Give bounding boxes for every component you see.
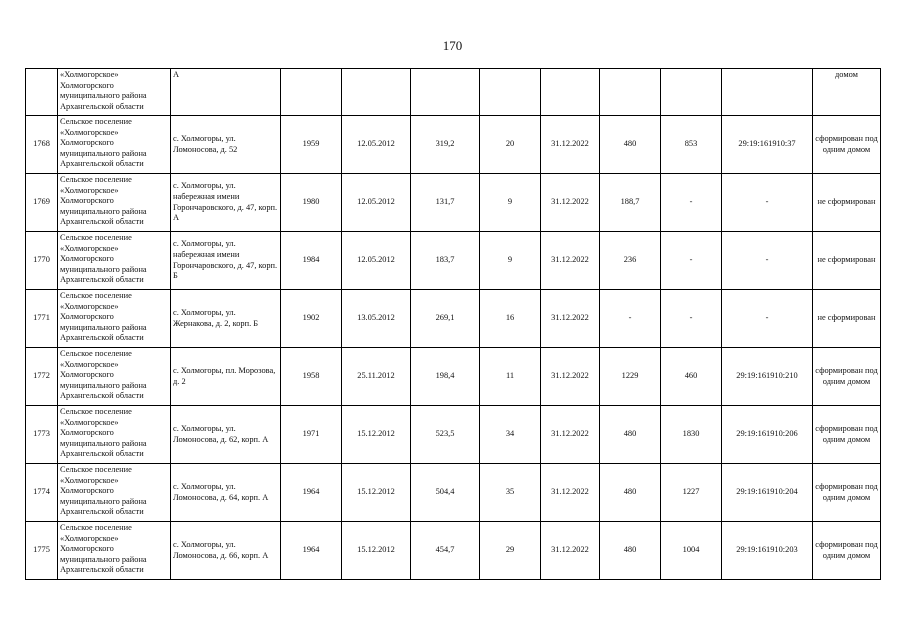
address-cell: с. Холмогоры, ул. Ломоносова, д. 66, корп. А — [171, 522, 281, 580]
count-cell: 9 — [480, 174, 541, 232]
date-cell: 25.11.2012 — [342, 348, 411, 406]
table-row — [26, 522, 881, 580]
value2-cell: - — [661, 290, 722, 348]
value2-cell: 1004 — [661, 522, 722, 580]
cadastral-cell: - — [722, 290, 813, 348]
status-cell: не сформирован — [813, 290, 881, 348]
due-date-cell: 31.12.2022 — [541, 232, 600, 290]
area-cell: 454,7 — [411, 522, 480, 580]
owner-cell: Сельское поселение «Холмогорское» Холмогорского муниципального района Архангельской области — [58, 348, 171, 406]
area-cell — [411, 69, 480, 116]
address-cell: А — [171, 69, 281, 116]
value1-cell: 188,7 — [600, 174, 661, 232]
cadastral-cell — [722, 69, 813, 116]
table-row — [26, 464, 881, 522]
year-cell: 1971 — [281, 406, 342, 464]
value2-cell — [661, 69, 722, 116]
table-row — [26, 174, 881, 232]
address-cell: с. Холмогоры, пл. Морозова, д. 2 — [171, 348, 281, 406]
area-cell: 523,5 — [411, 406, 480, 464]
row-number: 1769 — [26, 174, 58, 232]
area-cell: 131,7 — [411, 174, 480, 232]
status-cell: сформирован под одним домом — [813, 464, 881, 522]
year-cell: 1964 — [281, 464, 342, 522]
address-cell: с. Холмогоры, ул. Жернакова, д. 2, корп. Б — [171, 290, 281, 348]
owner-cell: Сельское поселение «Холмогорское» Холмогорского муниципального района Архангельской области — [58, 406, 171, 464]
date-cell: 15.12.2012 — [342, 406, 411, 464]
row-number: 1774 — [26, 464, 58, 522]
count-cell: 20 — [480, 116, 541, 174]
cadastral-cell: 29:19:161910:204 — [722, 464, 813, 522]
row-number: 1771 — [26, 290, 58, 348]
due-date-cell — [541, 69, 600, 116]
owner-cell: «Холмогорское» Холмогорского муниципального района Архангельской области — [58, 69, 171, 116]
year-cell: 1958 — [281, 348, 342, 406]
date-cell: 15.12.2012 — [342, 522, 411, 580]
row-number: 1775 — [26, 522, 58, 580]
value1-cell: 480 — [600, 406, 661, 464]
status-cell: сформирован под одним домом — [813, 406, 881, 464]
owner-cell: Сельское поселение «Холмогорское» Холмогорского муниципального района Архангельской области — [58, 116, 171, 174]
table-row — [26, 348, 881, 406]
count-cell: 29 — [480, 522, 541, 580]
due-date-cell: 31.12.2022 — [541, 174, 600, 232]
value2-cell: - — [661, 232, 722, 290]
year-cell — [281, 69, 342, 116]
owner-cell: Сельское поселение «Холмогорское» Холмогорского муниципального района Архангельской области — [58, 464, 171, 522]
value1-cell: 480 — [600, 522, 661, 580]
table-row — [26, 406, 881, 464]
value1-cell — [600, 69, 661, 116]
status-cell: сформирован под одним домом — [813, 348, 881, 406]
table-row — [26, 116, 881, 174]
address-cell: с. Холмогоры, ул. Ломоносова, д. 64, корп. А — [171, 464, 281, 522]
value2-cell: 1227 — [661, 464, 722, 522]
value1-cell: 1229 — [600, 348, 661, 406]
owner-cell: Сельское поселение «Холмогорское» Холмогорского муниципального района Архангельской области — [58, 522, 171, 580]
status-cell: не сформирован — [813, 174, 881, 232]
row-number: 1773 — [26, 406, 58, 464]
address-cell: с. Холмогоры, ул. набережная имени Горончаровского, д. 47, корп. Б — [171, 232, 281, 290]
count-cell: 16 — [480, 290, 541, 348]
count-cell — [480, 69, 541, 116]
row-number: 1768 — [26, 116, 58, 174]
cadastral-cell: 29:19:161910:37 — [722, 116, 813, 174]
status-cell: домом — [813, 69, 881, 116]
due-date-cell: 31.12.2022 — [541, 522, 600, 580]
value2-cell: 853 — [661, 116, 722, 174]
value1-cell: - — [600, 290, 661, 348]
page-number: 170 — [442, 38, 463, 53]
cadastral-cell: - — [722, 232, 813, 290]
year-cell: 1980 — [281, 174, 342, 232]
value2-cell: 1830 — [661, 406, 722, 464]
date-cell — [342, 69, 411, 116]
year-cell: 1959 — [281, 116, 342, 174]
date-cell: 15.12.2012 — [342, 464, 411, 522]
value2-cell: 460 — [661, 348, 722, 406]
year-cell: 1964 — [281, 522, 342, 580]
cadastral-cell: 29:19:161910:206 — [722, 406, 813, 464]
address-cell: с. Холмогоры, ул. Ломоносова, д. 52 — [171, 116, 281, 174]
housing-registry-table — [25, 68, 881, 580]
date-cell: 12.05.2012 — [342, 116, 411, 174]
count-cell: 34 — [480, 406, 541, 464]
date-cell: 13.05.2012 — [342, 290, 411, 348]
due-date-cell: 31.12.2022 — [541, 464, 600, 522]
cadastral-cell: 29:19:161910:203 — [722, 522, 813, 580]
value1-cell: 236 — [600, 232, 661, 290]
count-cell: 9 — [480, 232, 541, 290]
address-cell: с. Холмогоры, ул. набережная имени Горончаровского, д. 47, корп. А — [171, 174, 281, 232]
owner-cell: Сельское поселение «Холмогорское» Холмогорского муниципального района Архангельской области — [58, 174, 171, 232]
row-number — [26, 69, 58, 116]
year-cell: 1984 — [281, 232, 342, 290]
table-row — [26, 290, 881, 348]
count-cell: 11 — [480, 348, 541, 406]
date-cell: 12.05.2012 — [342, 232, 411, 290]
due-date-cell: 31.12.2022 — [541, 290, 600, 348]
area-cell: 269,1 — [411, 290, 480, 348]
value2-cell: - — [661, 174, 722, 232]
count-cell: 35 — [480, 464, 541, 522]
area-cell: 183,7 — [411, 232, 480, 290]
area-cell: 198,4 — [411, 348, 480, 406]
row-number: 1772 — [26, 348, 58, 406]
address-cell: с. Холмогоры, ул. Ломоносова, д. 62, корп. А — [171, 406, 281, 464]
area-cell: 319,2 — [411, 116, 480, 174]
owner-cell: Сельское поселение «Холмогорское» Холмогорского муниципального района Архангельской области — [58, 232, 171, 290]
year-cell: 1902 — [281, 290, 342, 348]
value1-cell: 480 — [600, 464, 661, 522]
due-date-cell: 31.12.2022 — [541, 348, 600, 406]
table-row — [26, 232, 881, 290]
status-cell: сформирован под одним домом — [813, 116, 881, 174]
due-date-cell: 31.12.2022 — [541, 116, 600, 174]
value1-cell: 480 — [600, 116, 661, 174]
table-row — [26, 69, 881, 116]
date-cell: 12.05.2012 — [342, 174, 411, 232]
status-cell: сформирован под одним домом — [813, 522, 881, 580]
status-cell: не сформирован — [813, 232, 881, 290]
row-number: 1770 — [26, 232, 58, 290]
area-cell: 504,4 — [411, 464, 480, 522]
cadastral-cell: - — [722, 174, 813, 232]
cadastral-cell: 29:19:161910:210 — [722, 348, 813, 406]
due-date-cell: 31.12.2022 — [541, 406, 600, 464]
owner-cell: Сельское поселение «Холмогорское» Холмогорского муниципального района Архангельской области — [58, 290, 171, 348]
